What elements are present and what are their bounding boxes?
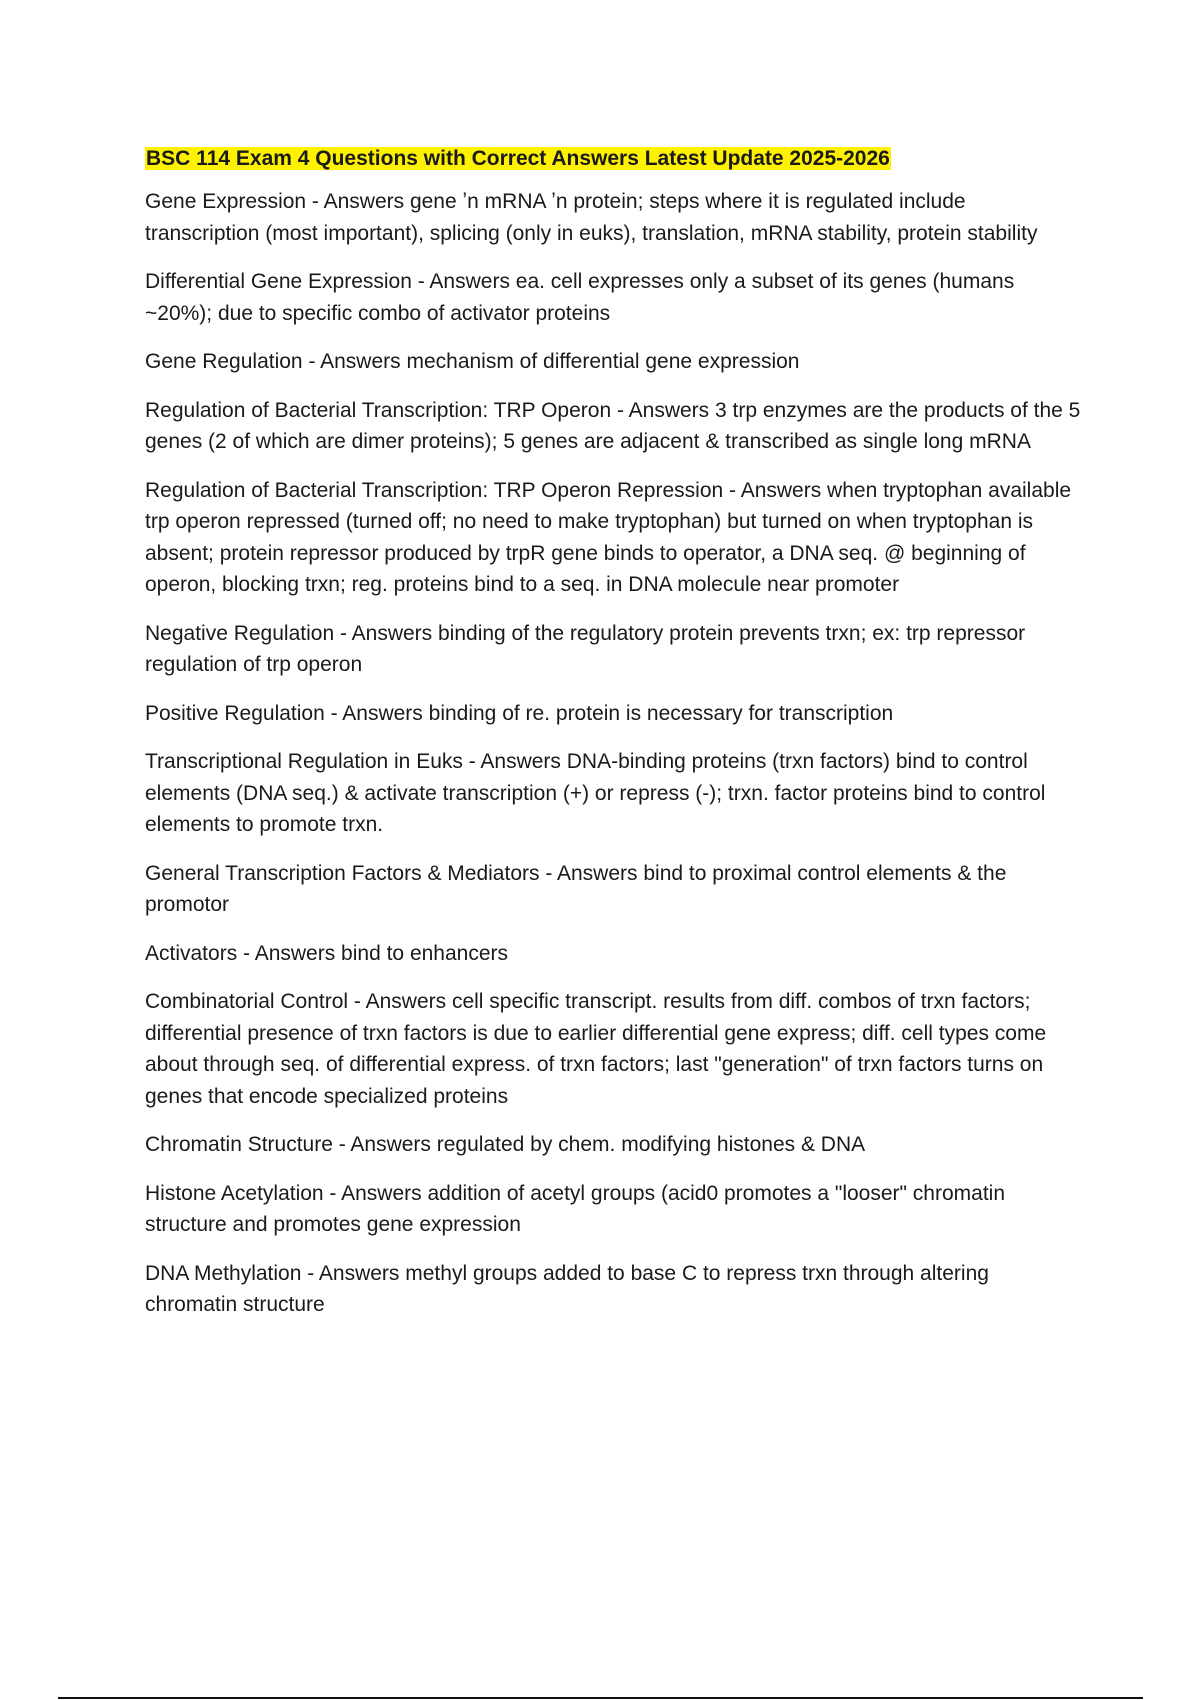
entry-chromatin-structure: Chromatin Structure - Answers regulated by chem. modifying histones & DNA [145,1133,866,1156]
document-page [145,142,1085,1338]
page-bottom-rule [58,1697,1143,1699]
entry-histone-acetylation: Histone Acetylation - Answers addition of acetyl groups (acid0 promotes a "looser" chromatin structure and promotes gene expression [145,1181,1006,1236]
entry-trp-operon-repression: Regulation of Bacterial Transcription: TRP Operon Repression - Answers when tryptophan available trp operon repressed (turned off; no need to make tryptophan) but turned on when tryptophan is absent; protein repressor produced by trpR gene binds to operator, a DNA seq. @ beginning of operon, blocking trxn; reg. proteins bind to a seq. in DNA molecule near promoter [145,478,1072,596]
entry-combinatorial-control: Combinatorial Control - Answers cell specific transcript. results from diff. combos of trxn factors; differential presence of trxn factors is due to earlier differential gene express; diff. cell types come about through seq. of differential express. of trxn factors; last "generation" of trxn factors turns on genes that encode specialized proteins [145,990,1047,1108]
entry-activators: Activators - Answers bind to enhancers [145,941,509,965]
entry-general-transcription-factors: General Transcription Factors & Mediators - Answers bind to proximal control elements & the promotor [145,861,1007,916]
entry-dna-methylation: DNA Methylation - Answers methyl groups added to base C to repress trxn through altering chromatin structure [145,1261,989,1316]
entry-gene-regulation: Gene Regulation - Answers mechanism of differential gene expression [145,350,800,373]
entry-gene-expression: Gene Expression - Answers gene ʼn mRNA ʼn protein; steps where it is regulated include transcription (most important), splicing (only in euks), translation, mRNA stability, protein stability [145,190,1038,245]
title-line [145,142,1085,176]
entry-negative-regulation: Negative Regulation - Answers binding of the regulatory protein prevents trxn; ex: trp repressor regulation of trp operon [145,621,1026,676]
document-title: BSC 114 Exam 4 Questions with Correct Answers Latest Update 2025-2026 [146,147,890,170]
entry-trp-operon: Regulation of Bacterial Transcription: TRP Operon - Answers 3 trp enzymes are the products of the 5 genes (2 of which are dimer proteins); 5 genes are adjacent & transcribed as single long mRNA [145,398,1081,453]
entry-differential-gene-expression: Differential Gene Expression - Answers ea. cell expresses only a subset of its genes (humans ~20%); due to specific combo of activator proteins [145,270,1015,325]
entry-positive-regulation: Positive Regulation - Answers binding of re. protein is necessary for transcription [145,701,894,725]
entry-transcriptional-regulation-euks: Transcriptional Regulation in Euks - Answers DNA-binding proteins (trxn factors) bind to control elements (DNA seq.) & activate transcription (+) or repress (-); trxn. factor proteins bind to control elements to promote trxn. [145,750,1046,836]
